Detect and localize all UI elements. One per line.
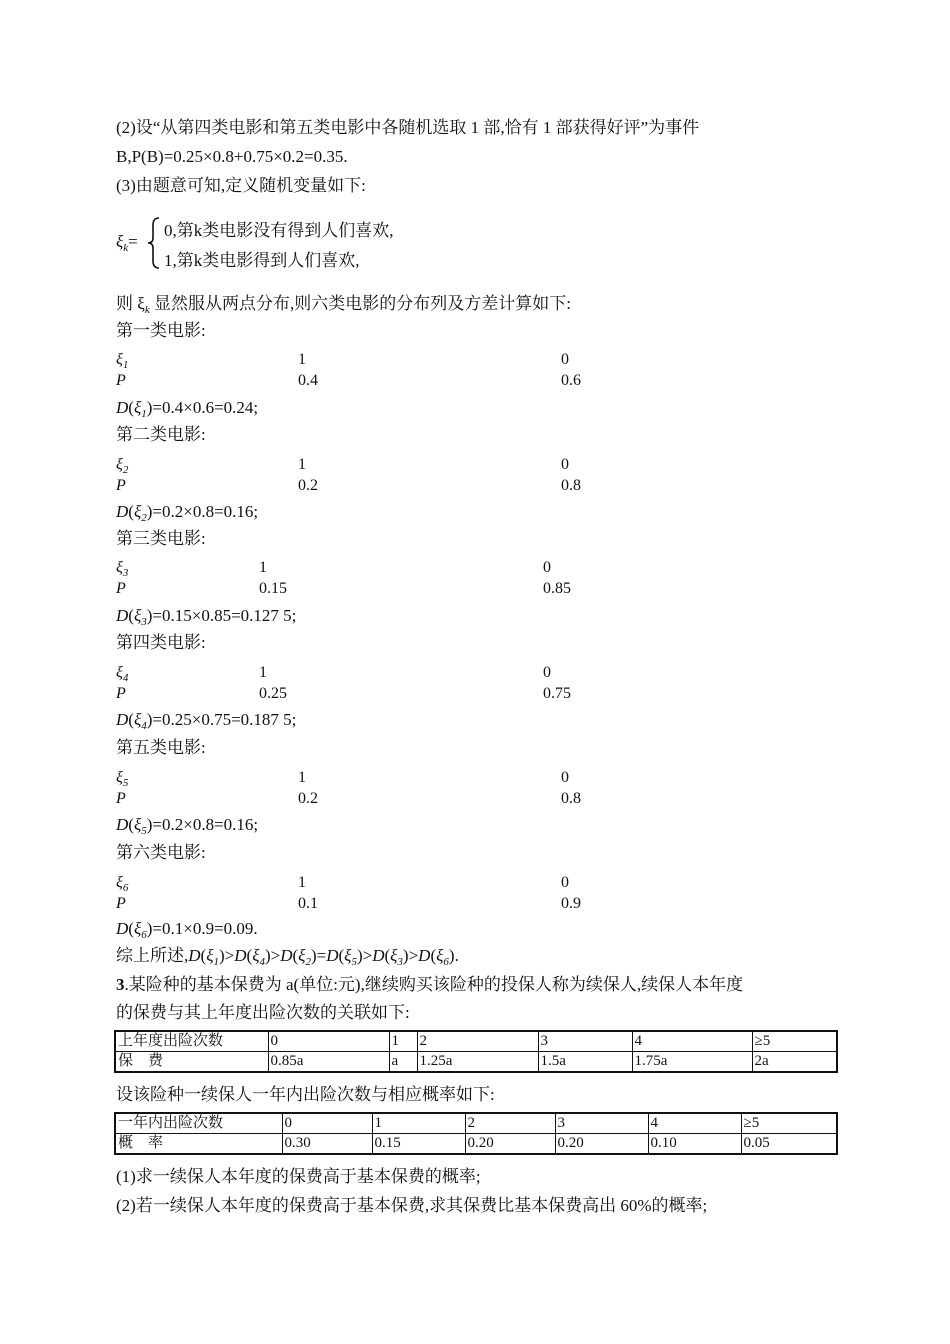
table-cell: 0 — [282, 1113, 372, 1134]
summary-line: 则 $\xi_k$ 显然服从两点分布,则六类电影的分布列及方差计算如下: — [116, 294, 571, 316]
conclusion-line: 综上所述$,D(\xi_1)>D(\xi_4)>D(\xi_2)=D(\xi_5)>D(\xi_3)>D(\xi_6)$. — [116, 946, 459, 968]
section-2-prob-0: 0.8 — [561, 477, 581, 494]
intro-line-3: (3)由题意可知,定义随机变量如下: — [116, 176, 366, 195]
section-1-title: 第一类电影: — [116, 321, 206, 340]
section-2-prob-label: P — [116, 477, 126, 494]
section-2-prob-1: 0.2 — [298, 477, 318, 494]
section-2-value-0: 0 — [561, 456, 569, 473]
probability-table — [114, 1112, 838, 1155]
section-5-prob-1: 0.2 — [298, 790, 318, 807]
section-1-var: $\xi_1$ — [116, 351, 129, 371]
left-brace-icon — [146, 216, 162, 270]
piecewise-case-0: 0,第k类电影没有得到人们喜欢, — [164, 221, 394, 240]
table-cell: 3 — [555, 1113, 648, 1134]
section-3-value-1: 1 — [259, 559, 267, 576]
intro-line-2: B,P(B)=0.25×0.8+0.75×0.2=0.35. — [116, 147, 348, 166]
premium-table-header-row — [115, 1031, 837, 1052]
section-3-prob-0: 0.85 — [543, 580, 571, 597]
table-cell: 1.5a — [538, 1052, 632, 1073]
question-2: (2)若一续保人本年度的保费高于基本保费,求其保费比基本保费高出 60%的概率; — [116, 1196, 708, 1215]
table-cell: 2 — [465, 1113, 555, 1134]
table-cell: 0.05 — [741, 1134, 837, 1155]
section-3-title: 第三类电影: — [116, 529, 206, 548]
section-6-prob-label: P — [116, 895, 126, 912]
section-2-value-1: 1 — [298, 456, 306, 473]
table-cell: 3 — [538, 1031, 632, 1052]
table-cell: ≥5 — [741, 1113, 837, 1134]
table-cell: 2 — [417, 1031, 538, 1052]
section-3-prob-label: P — [116, 580, 126, 597]
section-3-var: $\xi_3$ — [116, 559, 129, 579]
section-1-value-0: 0 — [561, 351, 569, 368]
section-6-var: $\xi_6$ — [116, 874, 129, 894]
premium-table-value-row — [115, 1052, 837, 1073]
section-6-title: 第六类电影: — [116, 843, 206, 862]
section-5-var: $\xi_5$ — [116, 769, 129, 789]
section-5-variance: $D(\xi_5)=0.2\times 0.8=0.16$; — [116, 815, 259, 837]
problem-3-mid-line: 设该险种一续保人一年内出险次数与相应概率如下: — [116, 1085, 495, 1104]
piecewise-case-1: 1,第k类电影得到人们喜欢, — [164, 251, 360, 270]
section-4-var: $\xi_4$ — [116, 664, 129, 684]
table-cell: 0 — [268, 1031, 389, 1052]
table-cell: 4 — [632, 1031, 752, 1052]
section-5-title: 第五类电影: — [116, 738, 206, 757]
section-1-prob-label: P — [116, 372, 126, 389]
table-cell: 0.20 — [465, 1134, 555, 1155]
intro-line-1: (2)设“从第四类电影和第五类电影中各随机选取 1 部,恰有 1 部获得好评”为事件 — [116, 118, 700, 137]
table-cell: 1 — [372, 1113, 465, 1134]
section-4-prob-1: 0.25 — [259, 685, 287, 702]
table-cell: 0.85a — [268, 1052, 389, 1073]
section-4-value-1: 1 — [259, 664, 267, 681]
table-cell: a — [389, 1052, 417, 1073]
section-3-variance: $D(\xi_3)=0.15\times 0.85=0.127$ 5; — [116, 606, 297, 628]
table-cell: 1 — [389, 1031, 417, 1052]
probability-table-header-row — [115, 1113, 837, 1134]
section-6-prob-0: 0.9 — [561, 895, 581, 912]
section-4-value-0: 0 — [543, 664, 551, 681]
table-cell: 0.15 — [372, 1134, 465, 1155]
table-cell: 一年内出险次数 — [115, 1113, 282, 1134]
table-cell: 2a — [752, 1052, 837, 1073]
section-6-prob-1: 0.1 — [298, 895, 318, 912]
section-6-variance: $D(\xi_6)=0.1\times 0.9=0.09$. — [116, 919, 258, 941]
section-3-prob-1: 0.15 — [259, 580, 287, 597]
section-3-value-0: 0 — [543, 559, 551, 576]
table-cell: 1.25a — [417, 1052, 538, 1073]
section-5-value-0: 0 — [561, 769, 569, 786]
table-cell: 4 — [648, 1113, 741, 1134]
piecewise-lhs: $\xi_k=$ — [116, 232, 138, 254]
premium-table — [114, 1030, 838, 1073]
section-4-title: 第四类电影: — [116, 633, 206, 652]
table-cell: 保 费 — [115, 1052, 268, 1073]
section-1-value-1: 1 — [298, 351, 306, 368]
table-cell: 0.30 — [282, 1134, 372, 1155]
section-5-prob-label: P — [116, 790, 126, 807]
section-4-prob-0: 0.75 — [543, 685, 571, 702]
probability-table-value-row — [115, 1134, 837, 1155]
table-cell: ≥5 — [752, 1031, 837, 1052]
table-cell: 上年度出险次数 — [115, 1031, 268, 1052]
question-1: (1)求一续保人本年度的保费高于基本保费的概率; — [116, 1167, 481, 1186]
table-cell: 1.75a — [632, 1052, 752, 1073]
table-cell: 0.20 — [555, 1134, 648, 1155]
problem-3-line-1: 3.某险种的基本保费为 a(单位:元),继续购买该险种的投保人称为续保人,续保人本年度 — [116, 975, 744, 994]
piecewise-definition — [116, 212, 436, 272]
section-2-variance: $D(\xi_2)=0.2\times 0.8=0.16$; — [116, 502, 259, 524]
section-1-prob-1: 0.4 — [298, 372, 318, 389]
section-5-value-1: 1 — [298, 769, 306, 786]
problem-3-line-2: 的保费与其上年度出险次数的关联如下: — [116, 1003, 410, 1022]
section-5-prob-0: 0.8 — [561, 790, 581, 807]
section-1-prob-0: 0.6 — [561, 372, 581, 389]
section-4-variance: $D(\xi_4)=0.25\times 0.75=0.187$ 5; — [116, 710, 297, 732]
section-6-value-1: 1 — [298, 874, 306, 891]
table-cell: 0.10 — [648, 1134, 741, 1155]
section-1-variance: $D(\xi_1)=0.4\times 0.6=0.24$; — [116, 398, 259, 420]
table-cell: 概 率 — [115, 1134, 282, 1155]
section-2-var: $\xi_2$ — [116, 456, 129, 476]
section-4-prob-label: P — [116, 685, 126, 702]
section-6-value-0: 0 — [561, 874, 569, 891]
section-2-title: 第二类电影: — [116, 425, 206, 444]
